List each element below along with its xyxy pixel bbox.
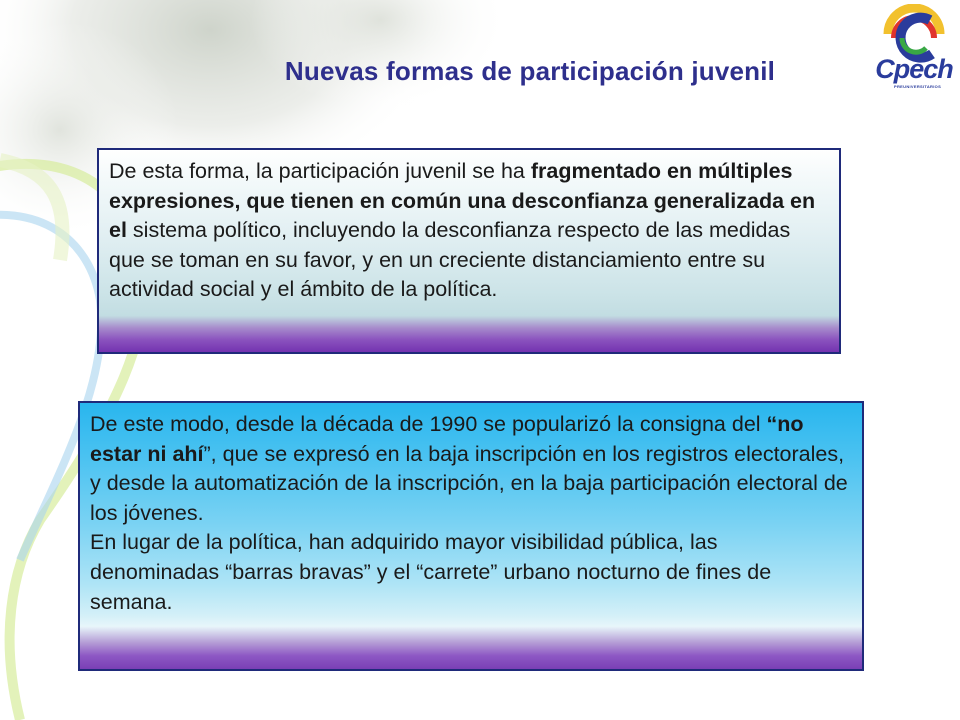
text-box-fragmentation: [97, 148, 841, 354]
text-box-no-estar-ni-ahi: [78, 401, 864, 671]
text-segment: sistema político, incluyendo la desconfianza respecto de las medidas que se toman en su favor, y en un creciente distanciamiento entre su actividad social y el ámbito de la política.: [109, 218, 791, 302]
bold-text: fragmentado en múltiples expresiones, que tienen en común una desconfianza generalizada en el: [109, 159, 816, 243]
logo-subtitle: PREUNIVERSITARIOS: [894, 84, 942, 89]
text-segment: De esta forma, la participación juvenil se ha: [109, 159, 531, 183]
slide-title: Nuevas formas de participación juvenil: [284, 56, 776, 86]
paragraph: [90, 410, 852, 528]
text-segment: De este modo, desde la década de 1990 se popularizó la consigna del: [90, 412, 767, 436]
cpech-logo: [872, 4, 956, 96]
bold-text: “no estar ni ahí: [90, 412, 804, 466]
paragraph: [109, 157, 829, 305]
logo-text: Cpech: [875, 54, 953, 84]
text-segment: ”, que se expresó en la baja inscripción en los registros electorales, y desde la automatización de la inscripción, en la baja participación electoral de los jóvenes.: [90, 441, 848, 525]
paragraph: En lugar de la política, han adquirido mayor visibilidad pública, las denominadas “barras bravas” y el “carrete” urbano nocturno de fines de semana.: [90, 530, 772, 614]
